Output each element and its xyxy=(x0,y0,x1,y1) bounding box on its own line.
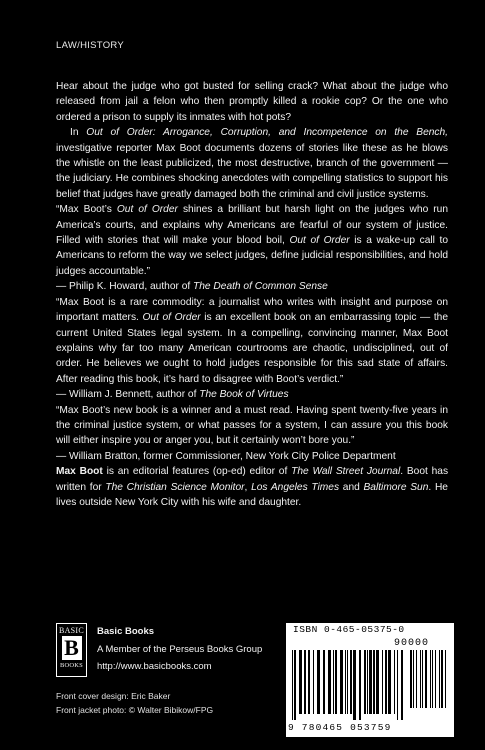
publisher-url: http://www.basicbooks.com xyxy=(97,661,212,672)
cover-design-credit: Front cover design: Eric Baker xyxy=(56,691,171,701)
publisher-member: A Member of the Perseus Books Group xyxy=(97,643,263,655)
blurb-bratton: “Max Boot’s new book is a winner and a must read. Having spent twenty-five years in the criminal justice system, or what passes for a system, I can assure you this book will either inspire you or anger you, but it certainly won’t bore you.” xyxy=(56,404,448,447)
cover-credits xyxy=(56,690,213,717)
category-label: LAW/HISTORY xyxy=(56,40,125,51)
ean-number: 9 780465 053759 xyxy=(288,722,392,733)
book-title: Out of Order: Arrogance, Corruption, and Incompetence on the Bench, xyxy=(86,127,448,139)
blurb-attribution: — William Bratton, former Commissioner, New York City Police Department xyxy=(56,450,396,462)
blurb-attribution: — William J. Bennett, author of The Book of Virtues xyxy=(56,389,289,401)
blurb-howard: “Max Boot’s Out of Order shines a brilliant but harsh light on the judges who run America’s courts, and explains why Americans are fearful of our system of justice. Filled with stories that will make your blood boil, Out of Order is a wake-up call to Americans to reform the way we select judges, define judicial responsibilities, and hold judges accountable.” xyxy=(56,204,449,277)
publisher-name: Basic Books xyxy=(97,626,155,637)
blurb-bennett: “Max Boot is a rare commodity: a journalist who writes with insight and purpose on important matters. Out of Order is an excellent book on an embarrassing topic — the current United States legal system. In a compelling, convincing manner, Max Boot explains why far too many American courtrooms are chaotic, undisciplined, out of order. He believes we ought to hold judges responsible for this sad state of affairs. After reading this book, it’s hard to disagree with Boot’s verdict.” xyxy=(56,296,448,385)
publisher-info xyxy=(97,623,262,676)
author-bio: Max Boot is an editorial features (op-ed) editor of The Wall Street Journal. Boot has written for The Christian Science Monitor, Los Angeles Times and Baltimore Sun. He lives outside New York City with his wife and daughter. xyxy=(56,466,449,508)
intro-paragraph-1: Hear about the judge who got busted for selling crack? What about the judge who released from jail a felon who then promptly killed a rookie cop? Or the one who ordered a prison to supply its inmates with hot pots? xyxy=(56,81,448,123)
basic-books-logo-icon: BASIC B BOOKS xyxy=(56,623,87,677)
back-cover-text xyxy=(56,79,448,510)
isbn-number: ISBN 0-465-05375-0 xyxy=(293,624,405,635)
publisher-footer xyxy=(56,623,456,738)
photo-credit: Front jacket photo: © Walter Bibikow/FPG xyxy=(56,704,214,715)
barcode-icon xyxy=(290,650,450,720)
isbn-barcode xyxy=(286,623,454,737)
blurb-attribution: — Philip K. Howard, author of The Death of Common Sense xyxy=(56,281,328,293)
price-code: 90000 xyxy=(394,638,430,649)
intro-paragraph-2: In Out of Order: Arrogance, Corruption, and Incompetence on the Bench, investigative reporter Max Boot documents dozens of stories like these as he blows the whistle on the least publicized, the most destructive, branch of the government — the judiciary. He combines shocking anecdotes with compelling statistics to support his belief that judges have greatly damaged both the criminal and civil justice systems. xyxy=(56,127,448,200)
